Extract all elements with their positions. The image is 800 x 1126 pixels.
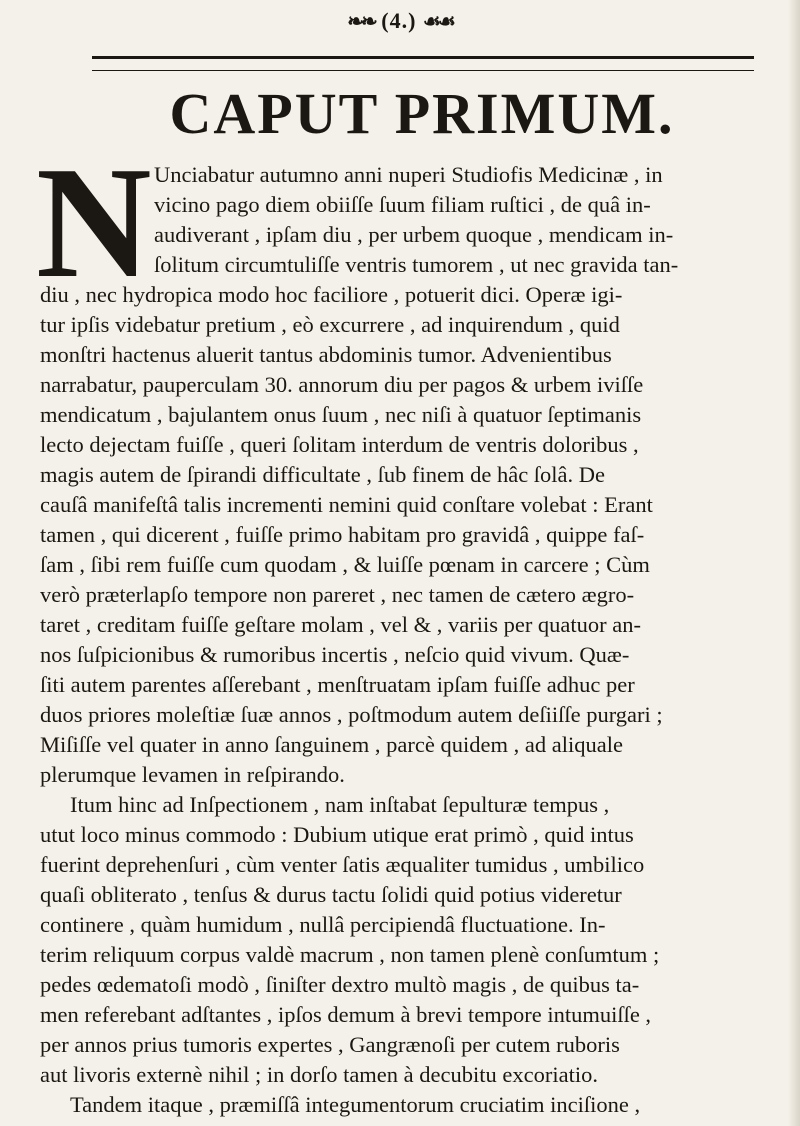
text-line: mendicatum , bajulantem onus ſuum , nec niſi à quatuor ſeptimanis <box>40 402 642 427</box>
text-line: nos ſuſpicionibus & rumoribus incertis , neſcio quid vivum. Quæ- <box>40 642 630 667</box>
text-line: verò præterlapſo tempore non pareret , nec tamen de cætero ægro- <box>40 582 635 607</box>
text-line: ſam , ſibi rem fuiſſe cum quodam , & luiſſe pœnam in carcere ; Cùm <box>40 552 650 577</box>
text-line: vicino pago diem obiiſſe ſuum filiam ruſtici , de quâ in- <box>154 192 651 217</box>
text-line: Tandem itaque , præmiſſâ integumentorum cruciatim inciſione , <box>70 1092 641 1117</box>
text-line: tur ipſis videbatur pretium , eò excurrere , ad inquirendum , quid <box>40 312 620 337</box>
text-line: lecto dejectam fuiſſe , queri ſolitam interdum de ventris doloribus , <box>40 432 639 457</box>
header-rule <box>92 56 754 71</box>
text-line: duos priores moleſtiæ ſuæ annos , poſtmodum autem deſiiſſe purgari ; <box>40 702 663 727</box>
page-header <box>0 8 800 34</box>
text-line: utut loco minus commodo : Dubium utique erat primò , quid intus <box>40 822 634 847</box>
text-line: Unciabatur autumno anni nuperi Studiofis Medicinæ , in <box>154 162 663 187</box>
text-line: ſiti autem parentes aſſerebant , menſtruatam ipſam fuiſſe adhuc per <box>40 672 635 697</box>
text-line: tamen , qui dicerent , fuiſſe primo habitam pro gravidâ , quippe faſ- <box>40 522 645 547</box>
text-line: men referebant adſtantes , ipſos demum à brevi tempore intumuiſſe , <box>40 1002 652 1027</box>
drop-cap: N <box>36 133 152 311</box>
text-line: terim reliquum corpus valdè macrum , non tamen plenè conſumtum ; <box>40 942 660 967</box>
text-line: Itum hinc ad Inſpectionem , nam inſtabat ſepulturæ tempus , <box>70 792 610 817</box>
text-line: Miſiſſe vel quater in anno ſanguinem , parcè quidem , ad aliquale <box>40 732 623 757</box>
text-line: continere , quàm humidum , nullâ percipiendâ fluctuatione. In- <box>40 912 606 937</box>
text-line: narrabatur, pauperculam 30. annorum diu per pagos & urbem iviſſe <box>40 372 644 397</box>
text-line: pedes œdematoſi modò , ſiniſter dextro multò magis , de quibus ta- <box>40 972 640 997</box>
text-line: per annos prius tumoris expertes , Gangrænoſi per cutem ruboris <box>40 1032 620 1057</box>
text-line: monſtri hactenus aluerit tantus abdominis tumor. Advenientibus <box>40 342 612 367</box>
text-line: cauſâ manifeſtâ talis incrementi nemini quid conſtare volebat : Erant <box>40 492 653 517</box>
ornament-left-icon: ❧❧ <box>347 11 375 33</box>
ornament-right-icon: ☙☙ <box>422 11 453 33</box>
text-line: ſolitum circumtuliſſe ventris tumorem , ut nec gravida tan- <box>154 252 679 277</box>
text-line: taret , creditam fuiſſe geſtare molam , vel & , variis per quatuor an- <box>40 612 642 637</box>
text-line: magis autem de ſpirandi difficultate , ſub finem de hâc ſolâ. De <box>40 462 606 487</box>
text-line: audiverant , ipſam diu , per urbem quoque , mendicam in- <box>154 222 674 247</box>
text-line: diu , nec hydropica modo hoc faciliore , potuerit dici. Operæ igi- <box>40 282 623 307</box>
page-number: (4.) <box>381 8 417 33</box>
text-line: plerumque levamen in reſpirando. <box>40 762 345 787</box>
text-line: aut livoris externè nihil ; in dorſo tamen à decubitu excoriatio. <box>40 1062 598 1087</box>
page-edge <box>788 0 800 1126</box>
text-line: quaſi obliterato , tenſus & durus tactu ſolidi quid potius videretur <box>40 882 622 907</box>
text-line: fuerint deprehenſuri , cùm venter ſatis æqualiter tumidus , umbilico <box>40 852 645 877</box>
chapter-title: CAPUT PRIMUM. <box>169 81 675 146</box>
